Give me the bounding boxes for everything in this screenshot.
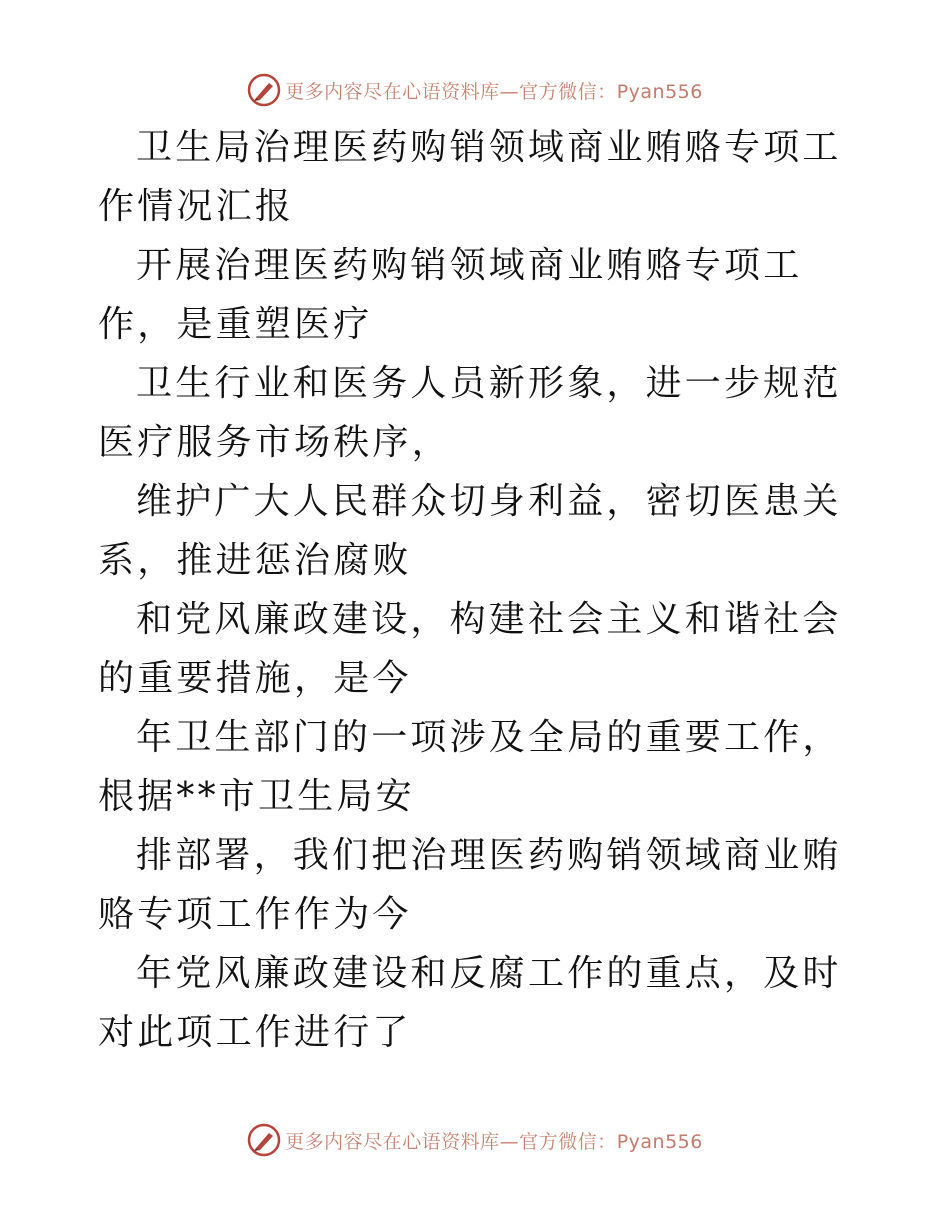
watermark-wechat-id: Pyan556	[616, 1130, 703, 1153]
paragraph: 排部署，我们把治理医药购销领域商业贿赂专项工作作为今	[98, 835, 842, 935]
watermark-dash: —	[499, 1130, 520, 1153]
paragraph: 维护广大人民群众切身利益，密切医患关系，推进惩治腐败	[98, 481, 842, 581]
paragraph: 和党风廉政建设，构建社会主义和谐社会的重要措施，是今	[98, 599, 842, 699]
paragraph: 年卫生部门的一项涉及全局的重要工作，根据**市卫生局安	[98, 717, 842, 817]
paragraph: 开展治理医药购销领域商业贿赂专项工作，是重塑医疗	[98, 245, 803, 345]
paragraph: 年党风廉政建设和反腐工作的重点，及时对此项工作进行了	[98, 953, 842, 1053]
watermark-official-label: 官方微信：	[519, 1130, 617, 1153]
pen-logo-icon	[247, 1123, 281, 1157]
footer-watermark	[0, 1120, 950, 1160]
paragraph: 卫生行业和医务人员新形象，进一步规范医疗服务市场秩序，	[98, 363, 842, 463]
watermark-wechat-id: Pyan556	[616, 80, 703, 103]
document-body	[98, 118, 858, 1062]
header-watermark	[0, 70, 950, 110]
watermark-official-label: 官方微信：	[519, 80, 617, 103]
watermark-text	[285, 77, 703, 104]
watermark-text	[285, 1127, 703, 1154]
watermark-dash: —	[499, 80, 520, 103]
pen-logo-icon	[247, 73, 281, 107]
watermark-main: 更多内容尽在心语资料库	[285, 1130, 500, 1153]
paragraph-title: 卫生局治理医药购销领域商业贿赂专项工作情况汇报	[98, 127, 842, 227]
watermark-main: 更多内容尽在心语资料库	[285, 80, 500, 103]
